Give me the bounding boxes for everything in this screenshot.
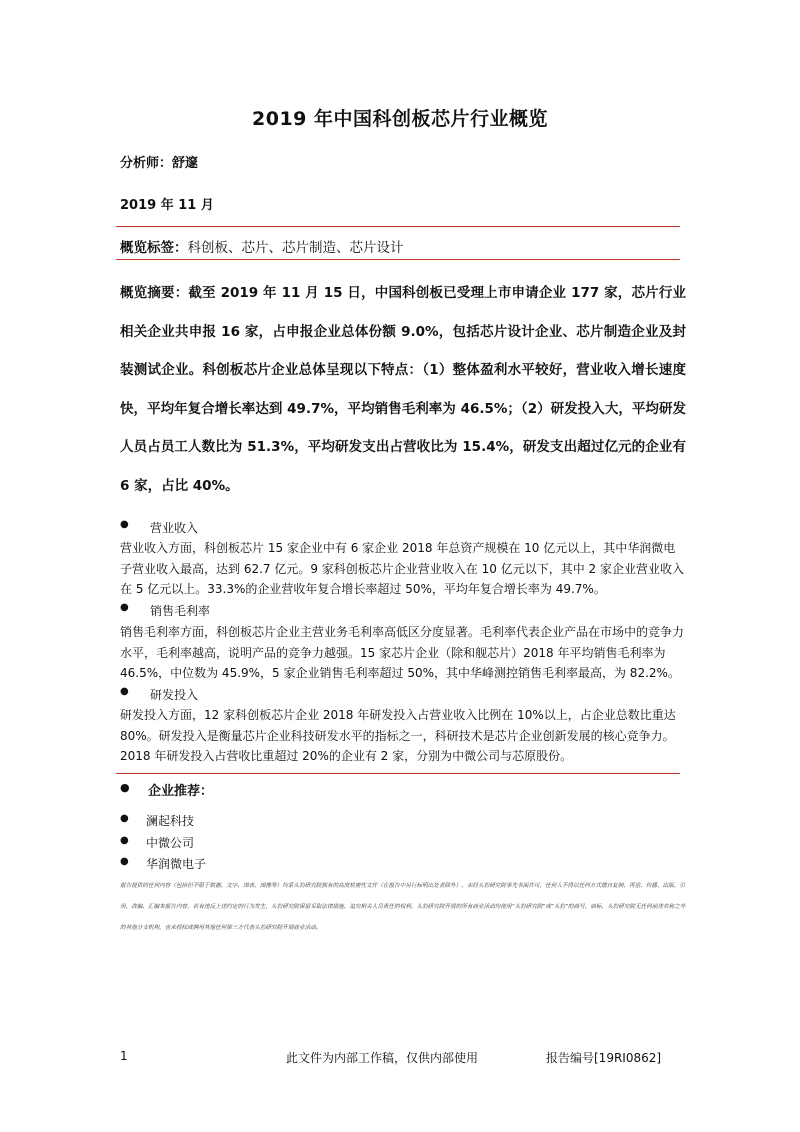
bullet-icon: ● <box>120 519 129 530</box>
disclaimer-text: 报告提供的任何内容（包括但不限于数据、文字、图表、图像等）均系头豹研究院独有的高度机密性文件（在报告中另行标明出处者除外）。未经头豹研究院事先书面许可，任何人不得以任何方式擅自复制、再造、传播、出版、引用、改编、汇编本报告内容，若有违反上述约定的行为发生，头豹研究院保留采取法律措施、追究相关人员责任的权利。头豹研究院开展的所有商业活动均使用“头豹研究院”或“头豹”的商号、商标，头豹研究院无任何前述名称之外的其他分支机构，也未授权或聘用其他任何第三方代表头豹研究院开展商业活动。 <box>120 883 686 931</box>
section-text-revenue: 营业收入方面，科创板芯片 15 家企业中有 6 家企业 2018 年总资产规模在 10 亿元以上，其中华润微电子营业收入最高，达到 62.7 亿元。9 家科创板芯片企业营业收入在 10 亿元以下，其中 2 家企业营业收入在 5 亿元以上。33.3%的企业营收年复合增长率超过 50%，平均年复合增长率为 49.7%。 <box>120 541 684 596</box>
report-id: 报告编号[19RI0862] <box>546 1051 662 1065</box>
bullet-icon: ● <box>120 813 129 824</box>
report-date: 2019 年 11 月 <box>120 198 214 213</box>
bullet-icon: ● <box>120 856 129 867</box>
overview-summary: 概览摘要：截至 2019 年 11 月 15 日，中国科创板已受理上市申请企业 177 家，芯片行业相关企业共申报 16 家，占申报企业总体份额 9.0%，包括芯片设计企业、芯片制造企业及封装测试企业。科创板芯片企业总体呈现以下特点：（1）整体盈利水平较好，营业收入增长速度快，平均年复合增长率达到 49.7%，平均销售毛利率为 46.5%；（2）研发投入大，平均研发人员占员工人数比为 51.3%，平均研发支出占营收比为 15.4%，研发支出超过亿元的企业有 6 家，占比 40%。 <box>120 285 686 494</box>
tags-label: 概览标签： <box>120 240 188 256</box>
bullet-icon: ● <box>120 602 129 613</box>
page-number: 1 <box>120 1049 128 1063</box>
section-heading-label: 营业收入 <box>150 521 199 535</box>
section-text-rd: 研发投入方面，12 家科创板芯片企业 2018 年研发投入占营业收入比例在 10%以上，占企业总数比重达 80%。研发投入是衡量芯片企业科技研发水平的指标之一，科研技术是芯片企业创新发展的核心竞争力。2018 年研发投入占营收比重超过 20%的企业有 2 家，分别为中微公司与芯原股份。 <box>120 708 676 763</box>
analyst-line: 分析师：舒邃 <box>120 156 199 171</box>
tags-value: 科创板、芯片、芯片制造、芯片设计 <box>187 240 404 256</box>
report-title: 2019 年中国科创板芯片行业概览 <box>252 108 548 130</box>
bullet-icon: ● <box>120 781 130 794</box>
bullet-icon: ● <box>120 686 129 697</box>
recommendations-label: 企业推荐： <box>148 784 214 799</box>
divider-top <box>116 226 680 227</box>
recommendation-label: 中微公司 <box>146 836 195 850</box>
section-heading-label: 研发投入 <box>150 688 199 702</box>
recommendation-label: 华润微电子 <box>146 857 207 871</box>
section-text-gross-margin: 销售毛利率方面，科创板芯片企业主营业务毛利率高低区分度显著。毛利率代表企业产品在市场中的竞争力水平，毛利率越高，说明产品的竞争力越强。15 家芯片企业（除和舰芯片）2018 年平均销售毛利率为 46.5%，中位数为 45.9%，5 家企业销售毛利率超过 50%，其中华峰测控销售毛利率最高，为 82.2%。 <box>120 625 685 680</box>
footer-notice: 此文件为内部工作稿，仅供内部使用 <box>286 1051 479 1065</box>
recommendation-label: 澜起科技 <box>146 814 195 828</box>
section-heading-label: 销售毛利率 <box>150 604 211 618</box>
bullet-icon: ● <box>120 835 129 846</box>
divider-recommend <box>116 773 680 774</box>
divider-tags <box>116 259 680 260</box>
overview-tags <box>120 236 404 256</box>
